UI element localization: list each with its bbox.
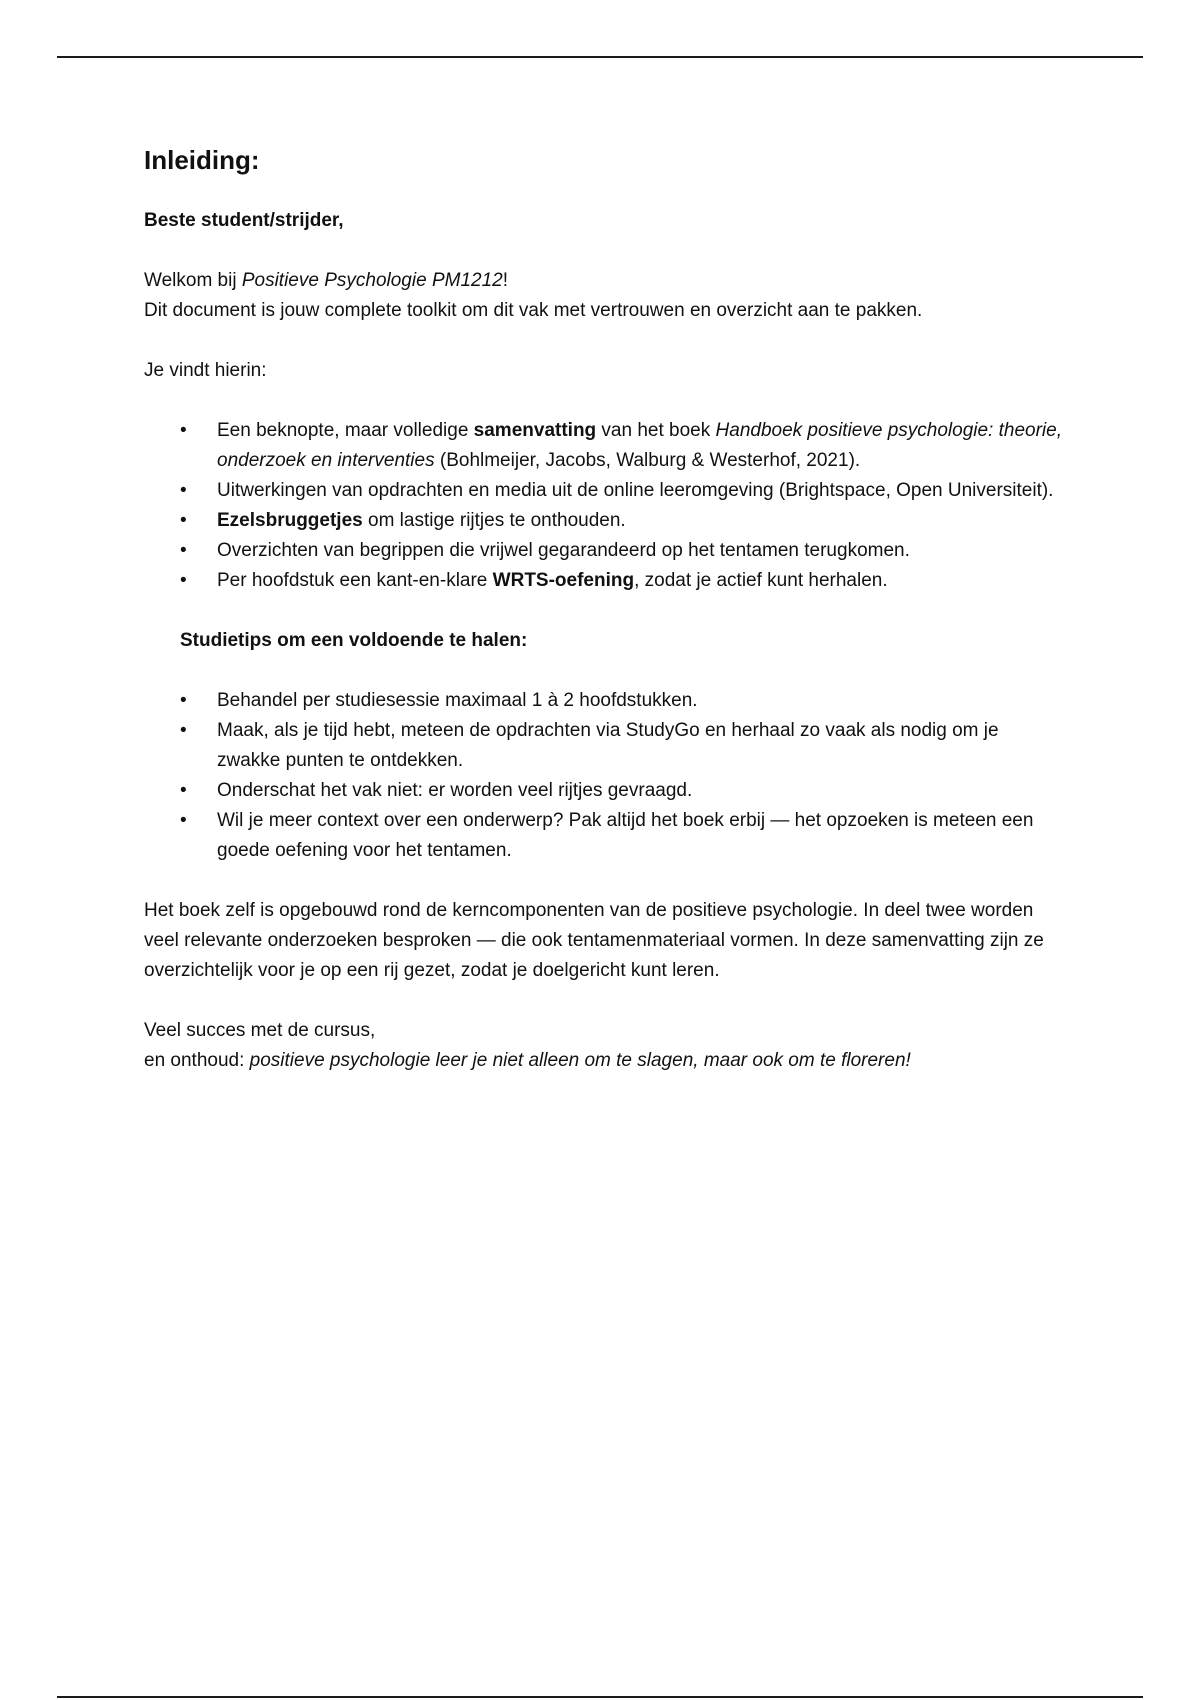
greeting: Beste student/strijder,	[144, 210, 344, 231]
list-item: • Per hoofdstuk een kant-en-klare WRTS-oefening, zodat je actief kunt herhalen.	[217, 566, 1064, 596]
course-name: Positieve Psychologie PM1212	[241, 270, 503, 291]
closing-line: Veel succes met de cursus,	[144, 1020, 376, 1041]
list-item: • Overzichten van begrippen die vrijwel gegarandeerd op het tentamen terugkomen.	[217, 536, 1064, 566]
welcome-line: Welkom bij Positieve Psychologie PM1212!	[144, 270, 508, 291]
list-item: • Maak, als je tijd hebt, meteen de opdrachten via StudyGo en herhaal zo vaak als nodig om je zwakke punten te ontdekken.	[217, 716, 1064, 776]
toolkit-line: Dit document is jouw complete toolkit om dit vak met vertrouwen en overzicht aan te pakken.	[144, 300, 923, 321]
page-title: Inleiding:	[144, 145, 260, 175]
list-item: • Onderschat het vak niet: er worden veel rijtjes gevraagd.	[217, 776, 1064, 806]
contents-list	[144, 416, 1064, 596]
book-paragraph: Het boek zelf is opgebouwd rond de kerncomponenten van de positieve psychologie. In deel twee worden veel relevante onderzoeken besproken — die ook tentamenmateriaal vormen. In deze samenvatting zijn ze overzichtelijk voor je op een rij gezet, zodat je doelgericht kunt leren.	[144, 900, 1044, 981]
list-item: • Wil je meer context over een onderwerp? Pak altijd het boek erbij — het opzoeken is meteen een goede oefening voor het tentamen.	[217, 806, 1064, 866]
contents-label: Je vindt hierin:	[144, 360, 267, 381]
tips-list	[144, 686, 1064, 866]
document-body	[144, 140, 1064, 1076]
header-rule	[57, 56, 1143, 58]
list-item: • Een beknopte, maar volledige samenvatting van het boek Handboek positieve psychologie: theorie, onderzoek en interventies (Bohlmeijer, Jacobs, Walburg & Westerhof, 2021).	[217, 416, 1064, 476]
closing-motto: en onthoud: positieve psychologie leer je niet alleen om te slagen, maar ook om te floreren!	[144, 1050, 911, 1071]
tips-heading: Studietips om een voldoende te halen:	[180, 630, 528, 651]
intro-paragraph	[144, 266, 1064, 326]
list-item: • Uitwerkingen van opdrachten en media uit de online leeromgeving (Brightspace, Open Universiteit).	[217, 476, 1064, 506]
closing	[144, 1016, 1064, 1076]
footer-rule	[57, 1696, 1143, 1698]
list-item: • Ezelsbruggetjes om lastige rijtjes te onthouden.	[217, 506, 1064, 536]
list-item: • Behandel per studiesessie maximaal 1 à 2 hoofdstukken.	[217, 686, 1064, 716]
